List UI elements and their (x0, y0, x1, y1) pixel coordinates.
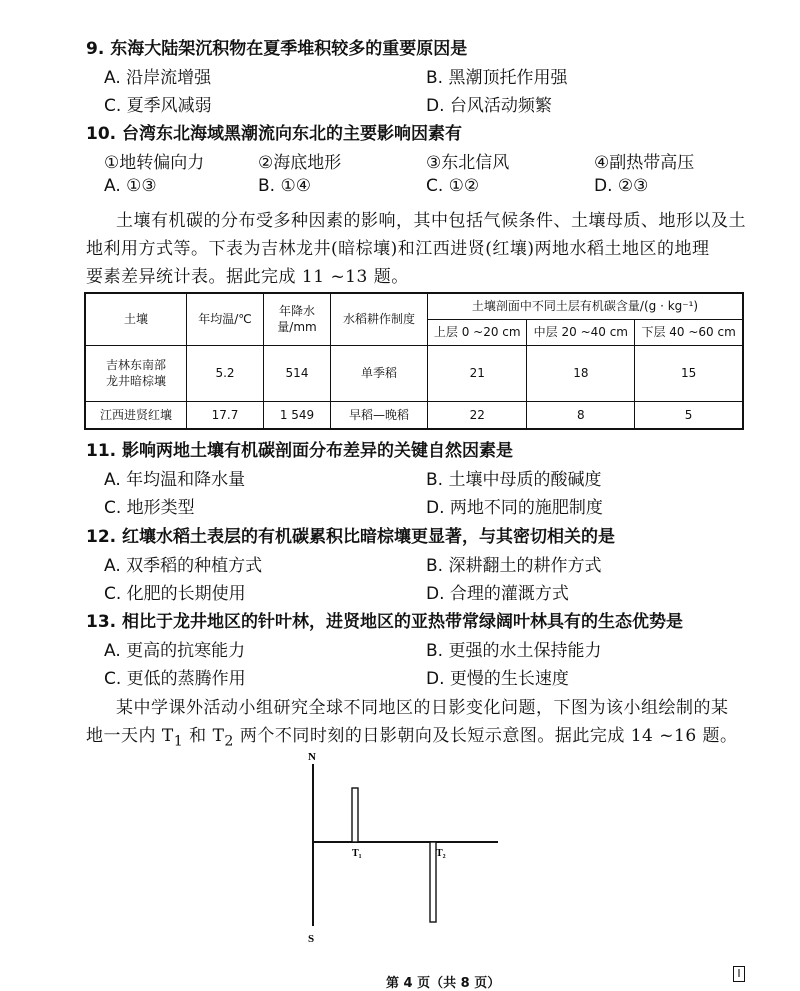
passage-2-part-c: 两个不同时刻的日影朝向及长短示意图。据此完成 14 ~16 题。 (233, 726, 738, 746)
q12-option-c: C. 化肥的长期使用 (104, 584, 246, 604)
th-precip (264, 293, 331, 345)
passage-2-line-2 (86, 721, 738, 749)
th-system: 水稻耕作制度 (331, 293, 428, 345)
north-label: N (308, 751, 316, 763)
q10-option-d: D. ②③ (594, 176, 649, 196)
cell-soil-line-1: 吉林东南部 (105, 357, 166, 372)
q13-option-b: B. 更强的水土保持能力 (426, 641, 602, 661)
cell-temp: 17.7 (187, 401, 264, 429)
th-precip-line-2: 量/mm (277, 320, 317, 335)
table-row (85, 401, 743, 429)
cell-soil-line-2: 龙井暗棕壤 (105, 374, 166, 388)
q11-option-b: B. 土壤中母质的酸碱度 (426, 470, 602, 490)
cell-precip: 514 (264, 345, 331, 401)
q9-option-b: B. 黑潮顶托作用强 (426, 68, 568, 88)
th-upper: 上层 0 ~20 cm (428, 319, 527, 345)
t1-label: T₁ (352, 848, 362, 859)
question-13-stem: 13. 相比于龙井地区的针叶林，进贤地区的亚热带常绿阔叶林具有的生态优势是 (86, 612, 684, 632)
cell-lower: 5 (635, 401, 743, 429)
t2-label: T₂ (436, 848, 446, 859)
q12-option-a: A. 双季稻的种植方式 (104, 556, 263, 576)
q10-factor-2: ②海底地形 (258, 153, 342, 173)
q9-option-c: C. 夏季风减弱 (104, 96, 212, 116)
th-middle: 中层 20 ~40 cm (527, 319, 635, 345)
passage-2-part-a: 地一天内 T (86, 726, 174, 746)
question-9-stem: 9. 东海大陆架沉积物在夏季堆积较多的重要原因是 (86, 39, 468, 59)
passage-2-line-1: 某中学课外活动小组研究全球不同地区的日影变化问题，下图为该小组绘制的某 (116, 698, 729, 718)
q11-option-c: C. 地形类型 (104, 498, 195, 518)
t1-shadow (352, 788, 358, 842)
th-carbon: 土壤剖面中不同土层有机碳含量/(g · kg⁻¹) (428, 293, 744, 319)
page-corner-mark: I (733, 966, 745, 982)
cell-soil: 江西进贤红壤 (85, 401, 187, 429)
th-soil: 土壤 (85, 293, 187, 345)
q10-option-a: A. ①③ (104, 176, 157, 196)
question-11-stem: 11. 影响两地土壤有机碳剖面分布差异的关键自然因素是 (86, 441, 514, 461)
q13-option-a: A. 更高的抗寒能力 (104, 641, 246, 661)
table-row (85, 345, 743, 401)
q11-option-a: A. 年均温和降水量 (104, 470, 246, 490)
q12-option-d: D. 合理的灌溉方式 (426, 584, 569, 604)
th-lower: 下层 40 ~60 cm (635, 319, 743, 345)
passage-2-sub-2: 2 (224, 733, 234, 750)
passage-1-line-3: 要素差异统计表。据此完成 11 ~13 题。 (86, 267, 409, 287)
cell-system: 单季稻 (331, 345, 428, 401)
passage-1-line-2: 地利用方式等。下表为吉林龙井(暗棕壤)和江西进贤(红壤)两地水稻土地区的地理 (86, 239, 710, 259)
q9-option-d: D. 台风活动频繁 (426, 96, 552, 116)
q11-option-d: D. 两地不同的施肥制度 (426, 498, 603, 518)
q9-option-a: A. 沿岸流增强 (104, 68, 212, 88)
q10-option-c: C. ①② (426, 176, 480, 196)
th-precip-line-1: 年降水 (278, 304, 315, 319)
cell-lower: 15 (635, 345, 743, 401)
cell-soil (85, 345, 187, 401)
passage-2-part-b: 和 T (183, 726, 225, 746)
q13-option-d: D. 更慢的生长速度 (426, 669, 569, 689)
q13-option-c: C. 更低的蒸腾作用 (104, 669, 246, 689)
passage-1-line-1: 土壤有机碳的分布受多种因素的影响，其中包括气候条件、土壤母质、地形以及土 (116, 211, 746, 231)
cell-system: 早稻—晚稻 (331, 401, 428, 429)
q12-option-b: B. 深耕翻土的耕作方式 (426, 556, 602, 576)
q10-factor-4: ④副热带高压 (594, 153, 695, 173)
page-number: 第 4 页（共 8 页） (386, 976, 501, 991)
q10-factor-1: ①地转偏向力 (104, 153, 205, 173)
cell-upper: 22 (428, 401, 527, 429)
south-label: S (308, 933, 315, 945)
q10-factor-3: ③东北信风 (426, 153, 510, 173)
question-12-stem: 12. 红壤水稻土表层的有机碳累积比暗棕壤更显著，与其密切相关的是 (86, 527, 616, 547)
th-temp: 年均温/℃ (187, 293, 264, 345)
cell-precip: 1 549 (264, 401, 331, 429)
cell-middle: 18 (527, 345, 635, 401)
sun-shadow-diagram (290, 748, 520, 948)
passage-2-sub-1: 1 (173, 733, 184, 750)
cell-temp: 5.2 (187, 345, 264, 401)
soil-data-table (84, 292, 744, 430)
q10-option-b: B. ①④ (258, 176, 311, 196)
cell-middle: 8 (527, 401, 635, 429)
question-10-stem: 10. 台湾东北海域黑潮流向东北的主要影响因素有 (86, 124, 463, 144)
cell-upper: 21 (428, 345, 527, 401)
